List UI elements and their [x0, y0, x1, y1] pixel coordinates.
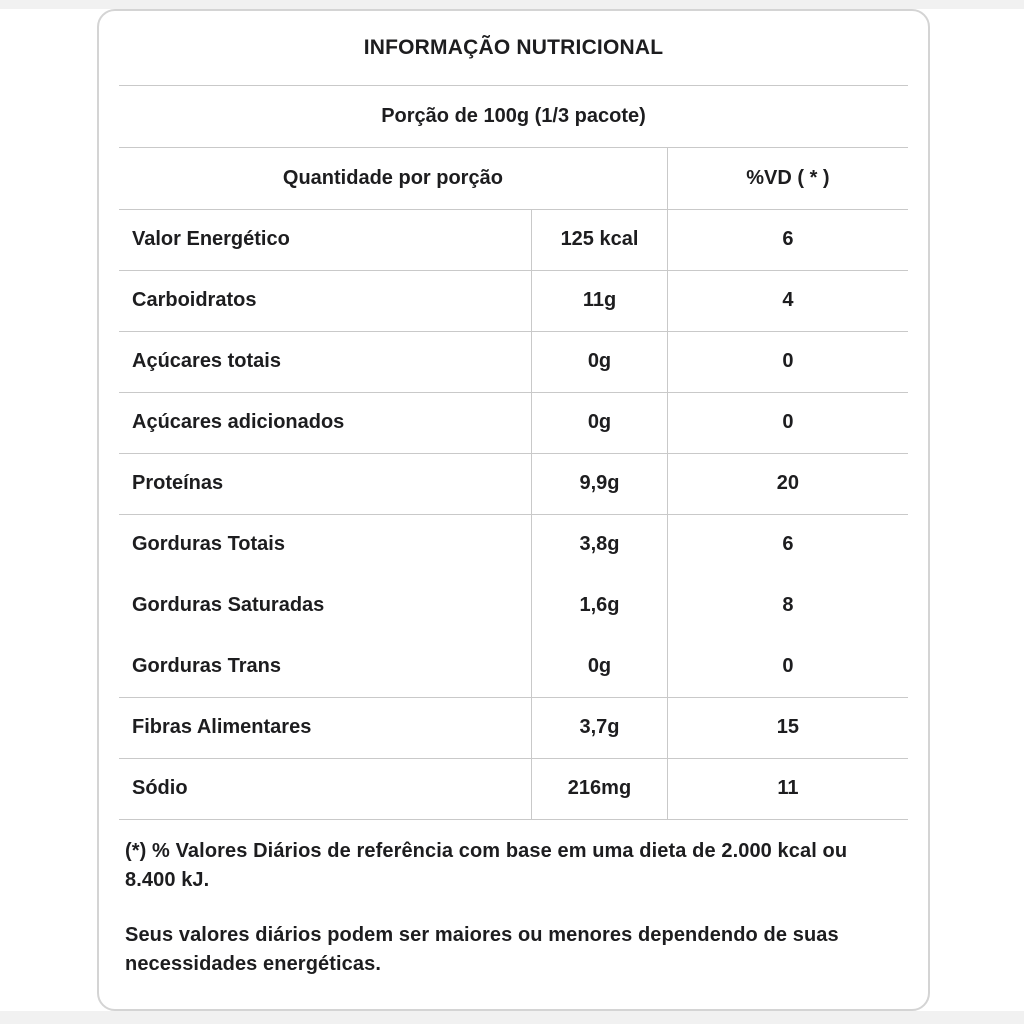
- nutrient-label: Açúcares totais: [119, 331, 532, 392]
- table-row: [119, 11, 908, 85]
- nutrition-label-card: [97, 9, 930, 1011]
- nutrient-daily-value: 6: [667, 514, 908, 575]
- table-row: [119, 697, 908, 758]
- nutrient-daily-value: 11: [667, 758, 908, 819]
- nutrient-amount: 0g: [532, 331, 668, 392]
- nutrient-label: Sódio: [119, 758, 532, 819]
- nutrient-amount: 1,6g: [532, 575, 668, 636]
- nutrient-amount: 216mg: [532, 758, 668, 819]
- table-row: [119, 209, 908, 270]
- table-title: INFORMAÇÃO NUTRICIONAL: [363, 35, 664, 59]
- nutrient-amount: 0g: [532, 392, 668, 453]
- table-row: [119, 331, 908, 392]
- column-header-quantity: Quantidade por porção: [119, 147, 667, 209]
- nutrition-table-body: [119, 11, 908, 1009]
- nutrient-amount: 3,7g: [532, 697, 668, 758]
- nutrient-amount: 3,8g: [532, 514, 668, 575]
- table-row: [119, 392, 908, 453]
- nutrient-daily-value: 0: [667, 331, 908, 392]
- page-bottom-strip: [0, 1011, 1024, 1024]
- nutrient-label: Proteínas: [119, 453, 532, 514]
- nutrient-daily-value: 0: [667, 392, 908, 453]
- table-row: [119, 270, 908, 331]
- nutrient-daily-value: 6: [667, 209, 908, 270]
- table-row: [119, 575, 908, 636]
- serving-size-text: Porção de 100g (1/3 pacote): [119, 85, 908, 147]
- footnote-energy-needs: Seus valores diários podem ser maiores ou menores dependendo de suas necessidades energéticas.: [125, 923, 839, 975]
- page-top-strip: [0, 0, 1024, 9]
- footnote-daily-values: (*) % Valores Diários de referência com base em uma dieta de 2.000 kcal ou 8.400 kJ.: [125, 839, 848, 891]
- footnotes-cell: [119, 819, 908, 1009]
- table-row: [119, 758, 908, 819]
- nutrient-daily-value: 20: [667, 453, 908, 514]
- table-row: [119, 85, 908, 147]
- nutrient-amount: 125 kcal: [532, 209, 668, 270]
- nutrient-amount: 0g: [532, 636, 668, 697]
- nutrient-label: Gorduras Saturadas: [132, 594, 325, 616]
- table-row: [119, 819, 908, 1009]
- table-row: [119, 636, 908, 697]
- nutrient-daily-value: 0: [667, 636, 908, 697]
- table-row: [119, 147, 908, 209]
- table-row: [119, 453, 908, 514]
- nutrient-daily-value: 15: [667, 697, 908, 758]
- nutrient-label: Gorduras Trans: [132, 654, 281, 677]
- table-row: [119, 514, 908, 575]
- nutrient-amount: 11g: [532, 270, 668, 331]
- nutrient-label: Açúcares adicionados: [119, 392, 532, 453]
- nutrient-amount: 9,9g: [532, 453, 668, 514]
- nutrient-label: Fibras Alimentares: [119, 697, 532, 758]
- nutrient-label: Valor Energético: [119, 209, 532, 270]
- nutrient-daily-value: 4: [667, 270, 908, 331]
- nutrient-daily-value: 8: [667, 575, 908, 636]
- nutrient-label: Gorduras Totais: [119, 514, 532, 575]
- nutrient-label: Carboidratos: [119, 270, 532, 331]
- column-header-dv: %VD ( * ): [667, 147, 908, 209]
- nutrition-table: [119, 11, 908, 1009]
